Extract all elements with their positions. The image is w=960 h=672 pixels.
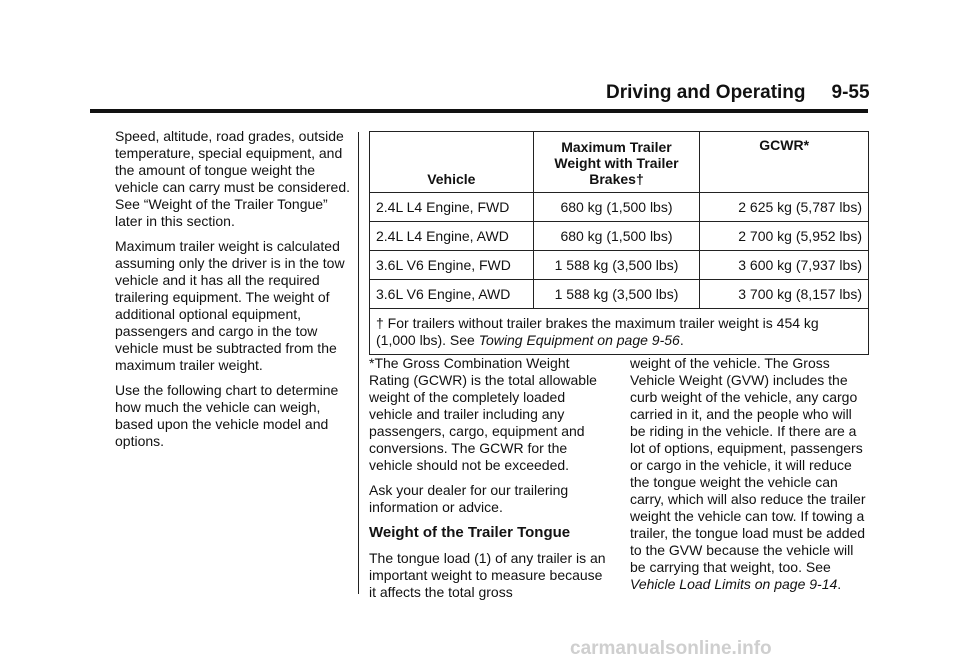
middle-column [369,355,609,609]
header-gcwr: GCWR* [700,132,869,193]
cell-max-trailer: 1 588 kg (3,500 lbs) [533,251,700,280]
paragraph-text: weight of the vehicle. The Gross Vehicle Weight (GVW) includes the curb weight of the vehicle, any cargo carried in it, and the people who will be riding in the vehicle. If there are a lot of options, equipment, passengers or cargo in the vehicle, it will reduce the tongue weight the vehicle can carry, which will also reduce the trailer weight the vehicle can tow. If towing a trailer, the tongue load must be added to the GVW because the vehicle will be carrying that weight, too. See [630,355,866,575]
paragraph: *The Gross Combination Weight Rating (GCWR) is the total allowable weight of the completely loaded vehicle and trailer including any passengers, cargo, equipment and conversions. The GCWR for the vehicle should not be exceeded. [369,355,597,473]
paragraph [630,355,870,593]
table-row [370,222,869,251]
table-footnote [370,309,869,355]
section-title: Driving and Operating [606,82,806,103]
cell-gcwr: 3 700 kg (8,157 lbs) [700,280,869,309]
watermark: carmanualsonline.info [570,638,772,659]
paragraph-end: . [837,576,842,592]
header-rule [90,109,868,113]
cell-max-trailer: 680 kg (1,500 lbs) [533,193,700,222]
right-column [630,355,870,593]
cell-vehicle: 3.6L V6 Engine, AWD [370,280,534,309]
column-divider [358,132,359,594]
towing-equipment-link[interactable]: Towing Equipment on page 9-56 [478,332,680,348]
table-row [370,251,869,280]
paragraph: Use the following chart to determine how much the vehicle can weigh, based upon the vehicle model and options. [115,382,339,449]
vehicle-load-limits-link[interactable]: Vehicle Load Limits on page 9-14 [630,576,838,592]
cell-vehicle: 2.4L L4 Engine, AWD [370,222,534,251]
table-footnote-row [370,309,869,355]
footnote-end: . [679,332,684,348]
left-column [115,128,355,458]
paragraph: The tongue load (1) of any trailer is an important weight to measure because it affects the total gross [369,550,606,600]
page-header [606,82,870,104]
header-max-trailer: Maximum Trailer Weight with Trailer Brakes† [533,132,700,193]
cell-gcwr: 3 600 kg (7,937 lbs) [700,251,869,280]
cell-gcwr: 2 625 kg (5,787 lbs) [700,193,869,222]
cell-gcwr: 2 700 kg (5,952 lbs) [700,222,869,251]
paragraph: Maximum trailer weight is calculated assuming only the driver is in the tow vehicle and it has all the required trailering equipment. The weight of additional optional equipment, passengers and cargo in the tow vehicle must be subtracted from the maximum trailer weight. [115,238,345,373]
table-row [370,193,869,222]
cell-max-trailer: 1 588 kg (3,500 lbs) [533,280,700,309]
table-row [370,280,869,309]
table-header-row [370,132,869,193]
paragraph: Speed, altitude, road grades, outside temperature, special equipment, and the amount of tongue weight the vehicle can carry must be considered. See “Weight of the Trailer Tongue” later in this section. [115,128,350,229]
cell-vehicle: 2.4L L4 Engine, FWD [370,193,534,222]
section-heading: Weight of the Trailer Tongue [369,524,571,541]
cell-max-trailer: 680 kg (1,500 lbs) [533,222,700,251]
paragraph: Ask your dealer for our trailering information or advice. [369,482,569,515]
cell-vehicle: 3.6L V6 Engine, FWD [370,251,534,280]
header-vehicle: Vehicle [370,132,534,193]
footnote-text: † For trailers without trailer brakes the maximum trailer weight is 454 kg (1,000 lbs). See [376,315,819,348]
page-number: 9-55 [831,82,870,103]
trailer-weight-table [369,131,869,355]
